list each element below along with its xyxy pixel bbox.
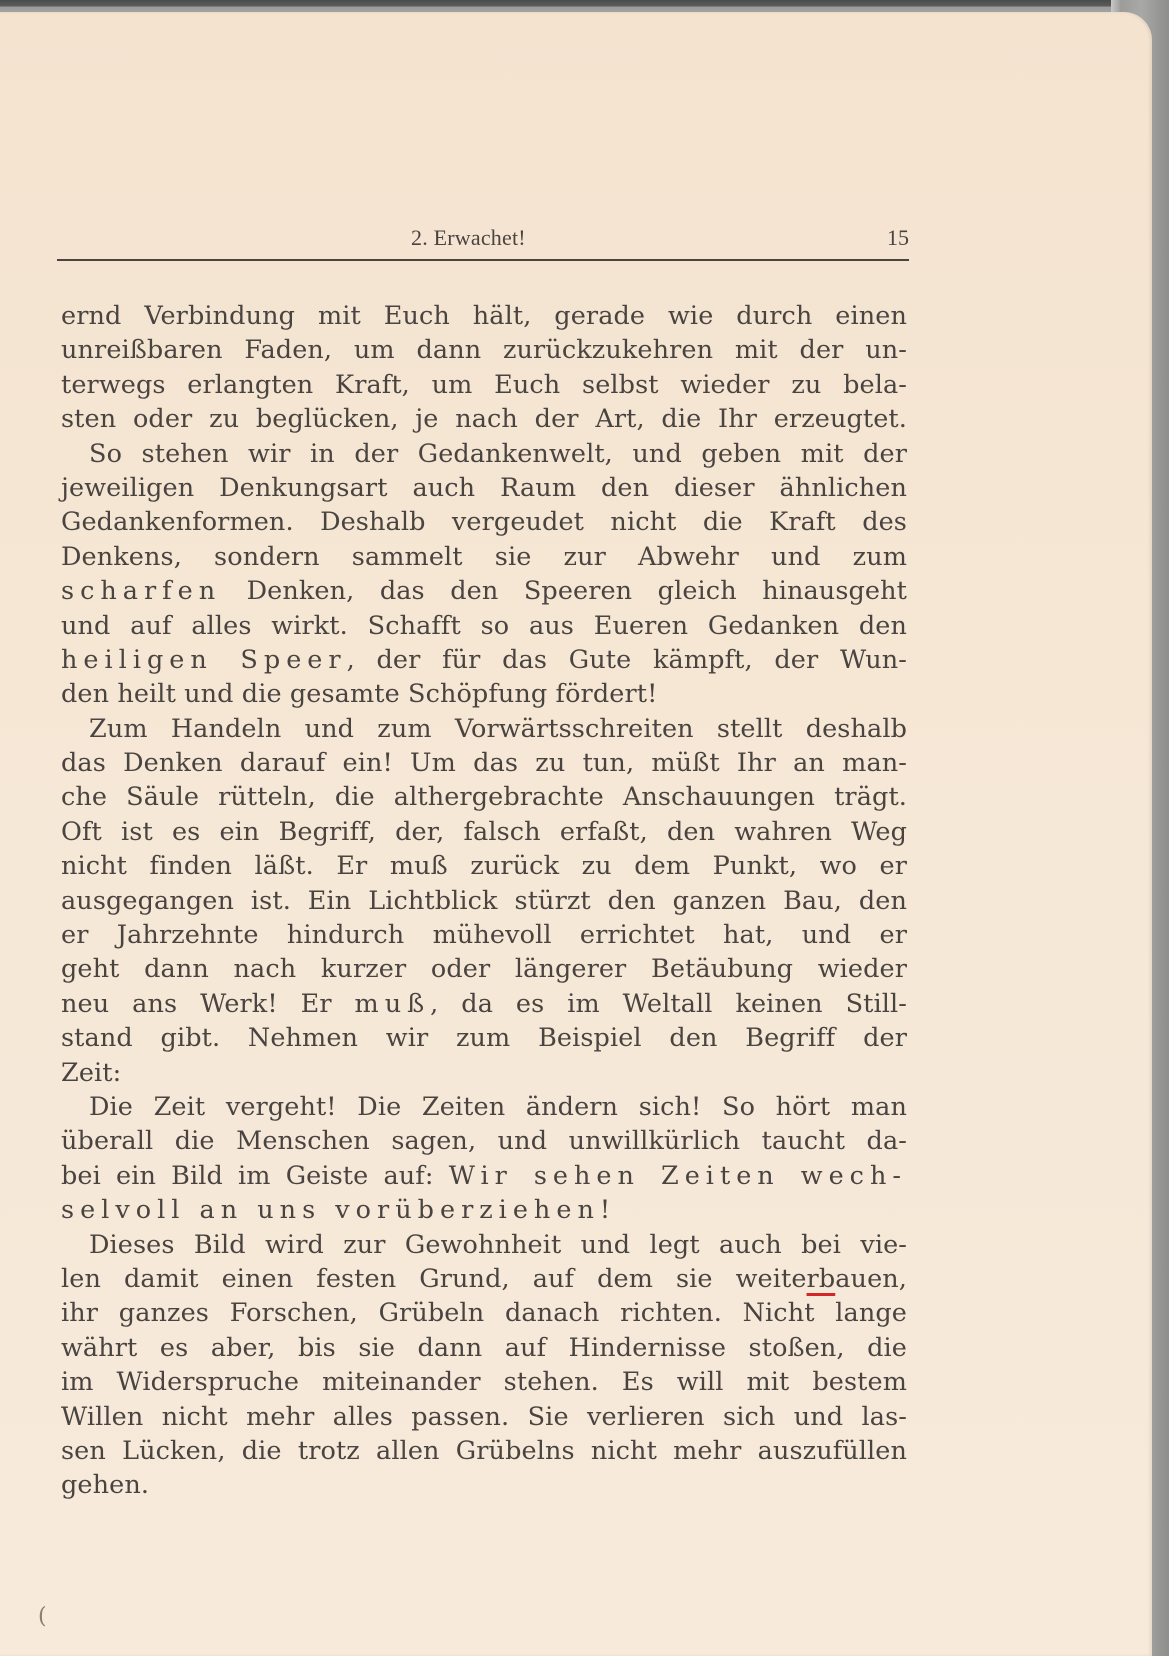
paragraph-start-line: Zum Handeln und zum Vorwärtsschreiten stellt deshalb [89,713,907,744]
paragraph-end-line: gehen. [61,1470,150,1501]
text-run: bei ein Bild im Geiste auf: [61,1160,449,1191]
text-line: im Widerspruche miteinander stehen. Es will mit bestem [61,1367,907,1398]
text-line: das Denken darauf ein! Um das zu tun, müßt Ihr an man- [61,748,907,779]
text-run: neu ans Werk! Er [61,988,355,1019]
emphasized-text: heiligen Speer [61,644,347,675]
text-line [61,643,907,677]
book-page [0,12,1152,1656]
text-line [61,1159,907,1193]
text-line: und auf alles wirkt. Schafft so aus Eueren Gedanken den [61,610,907,641]
text-run: Denken, das den Speeren gleich hinausgeht [221,576,907,607]
text-line: nicht finden läßt. Er muß zurück zu dem Punkt, wo er [61,851,907,882]
text-line: sen Lücken, die trotz allen Grübelns nicht mehr auszufüllen [61,1435,907,1466]
text-line: währt es aber, bis sie dann auf Hindernisse stoßen, die [61,1332,907,1363]
paragraph-start-line: So stehen wir in der Gedankenwelt, und geben mit der [89,438,907,469]
paper-mark: ( [38,1604,47,1629]
text-line: er Jahrzehnte hindurch mühevoll errichtet hat, und er [61,920,907,951]
text-run: auen, [835,1263,907,1294]
text-line [61,987,907,1021]
text-line: unreißbaren Faden, um dann zurückzukehren mit der un- [61,335,907,366]
paragraph-end-line: Zeit: [61,1057,122,1088]
running-title: 2. Erwachet! [411,225,526,250]
text-line: Willen nicht mehr alles passen. Sie verlieren sich und las- [61,1401,907,1432]
text-line: Denkens, sondern sammelt sie zur Abwehr und zum [61,541,907,572]
emphasized-text: scharfen [61,576,222,607]
emphasized-text: selvoll an uns vorüberziehen! [61,1195,617,1226]
text-run: , da es im Weltall keinen Still- [430,988,907,1019]
text-line: ausgegangen ist. Ein Lichtblick stürzt den ganzen Bau, den [61,885,907,916]
paragraph-end-line [61,1193,907,1227]
header-rule [57,259,909,261]
text-line: Oft ist es ein Begriff, der, falsch erfaßt, den wahren Weg [61,816,907,847]
text-line [61,574,907,608]
text-line: ernd Verbindung mit Euch hält, gerade wie durch einen [61,301,907,331]
text-line: überall die Menschen sagen, und unwillkürlich taucht da- [61,1126,907,1157]
text-line [61,1262,907,1296]
text-line: terwegs erlangten Kraft, um Euch selbst wieder zu bela- [61,369,907,400]
page-number: 15 [887,225,909,250]
emphasized-text: muß [354,988,431,1019]
text-line: jeweiligen Denkungsart auch Raum den dieser ähnlichen [61,472,907,503]
paragraph-start-line: Die Zeit vergeht! Die Zeiten ändern sich! So hört man [89,1091,907,1122]
page-header [57,212,909,262]
body-text [61,299,907,1503]
text-line: ihr ganzes Forschen, Grübeln danach richten. Nicht lange [61,1298,907,1329]
red-underline-mark: rb [806,1263,836,1294]
text-line: geht dann nach kurzer oder längerer Betäubung wieder [61,954,907,985]
text-line: che Säule rütteln, die althergebrachte Anschauungen trägt. [61,782,907,813]
paragraph-end-line: den heilt und die gesamte Schöpfung fördert! [61,679,658,710]
text-run: len damit einen festen Grund, auf dem sie weite [61,1263,807,1294]
text-run: , der für das Gute kämpft, der Wun- [346,644,908,675]
text-line: sten oder zu beglücken, je nach der Art, die Ihr erzeugtet. [61,404,907,435]
text-line: stand gibt. Nehmen wir zum Beispiel den Begriff der [61,1023,907,1054]
paragraph-start-line: Dieses Bild wird zur Gewohnheit und legt auch bei vie- [89,1229,907,1260]
emphasized-text: Wir sehen Zeiten wech- [448,1160,907,1191]
text-line: Gedankenformen. Deshalb vergeudet nicht die Kraft des [61,507,907,538]
